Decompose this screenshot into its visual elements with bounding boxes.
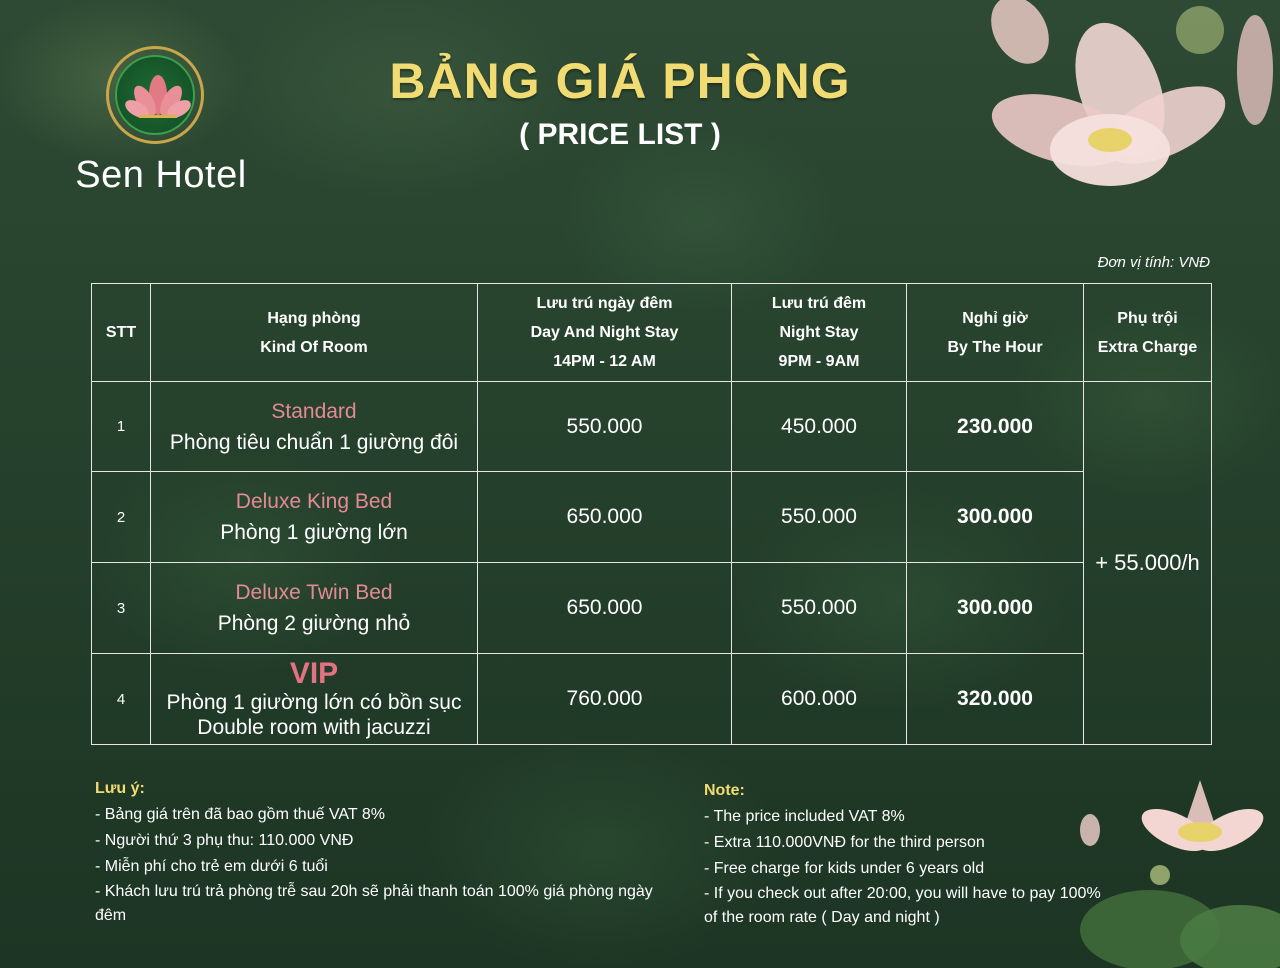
hotel-name: Sen Hotel — [75, 154, 247, 196]
note-item: - Khách lưu trú trả phòng trễ sau 20h sẽ phải thanh toán 100% giá phòng ngày đêm — [95, 883, 653, 924]
note-item: - Miễn phí cho trẻ em dưới 6 tuổi — [95, 858, 328, 875]
header-hour: Nghỉ giờ By The Hour — [907, 284, 1084, 382]
page-title: BẢNG GIÁ PHÒNG — [389, 53, 851, 109]
room-desc: Phòng 2 giường nhỏ — [217, 612, 411, 635]
price-night: 450.000 — [732, 382, 907, 472]
page-subtitle: ( PRICE LIST ) — [519, 118, 721, 151]
room-name: VIP — [289, 657, 339, 690]
price-day-night: 650.000 — [478, 472, 732, 563]
room-cell — [151, 563, 478, 654]
header-stt: STT — [92, 284, 151, 382]
note-item: - Bảng giá trên đã bao gồm thuế VAT 8% — [95, 806, 385, 823]
table-row — [92, 563, 1212, 654]
row-stt: 2 — [92, 472, 151, 563]
header-night: Lưu trú đêm Night Stay 9PM - 9AM — [732, 284, 907, 382]
room-name: Deluxe Twin Bed — [235, 581, 393, 604]
table-header-row — [92, 284, 1212, 382]
price-night: 600.000 — [732, 654, 907, 745]
row-stt: 4 — [92, 654, 151, 745]
room-cell — [151, 472, 478, 563]
price-day-night: 650.000 — [478, 563, 732, 654]
room-cell — [151, 654, 478, 745]
lotus-logo-icon — [106, 46, 204, 144]
extra-charge: + 55.000/h — [1084, 382, 1212, 745]
price-hour: 300.000 — [907, 563, 1084, 654]
price-hour: 230.000 — [907, 382, 1084, 472]
hotel-logo — [56, 46, 266, 206]
room-desc-en: Double room with jacuzzi — [197, 716, 431, 739]
note-item: - If you check out after 20:00, you will have to pay 100% of the room rate ( Day and night ) — [704, 885, 1101, 926]
table-row — [92, 654, 1212, 745]
note-item: - Người thứ 3 phụ thu: 110.000 VNĐ — [95, 832, 354, 849]
price-night: 550.000 — [732, 563, 907, 654]
price-day-night: 760.000 — [478, 654, 732, 745]
room-desc: Phòng tiêu chuẩn 1 giường đôi — [169, 430, 459, 454]
price-day-night: 550.000 — [478, 382, 732, 472]
room-desc: Phòng 1 giường lớn — [220, 521, 408, 544]
header-room: Hạng phòng Kind Of Room — [151, 284, 478, 382]
price-table — [91, 283, 1212, 745]
room-cell — [151, 382, 478, 472]
notes-title: Lưu ý: — [95, 780, 145, 797]
table-row — [92, 382, 1212, 472]
notes-title: Note: — [704, 782, 745, 799]
note-item: - The price included VAT 8% — [704, 808, 905, 825]
room-desc: Phòng 1 giường lớn có bồn sục — [166, 691, 462, 714]
row-stt: 1 — [92, 382, 151, 472]
note-item: - Extra 110.000VNĐ for the third person — [704, 834, 985, 851]
room-name: Standard — [271, 399, 357, 423]
notes-vietnamese — [95, 776, 675, 928]
header-day-night: Lưu trú ngày đêm Day And Night Stay 14PM - 12 AM — [478, 284, 732, 382]
currency-unit-note: Đơn vị tính: VNĐ — [1097, 254, 1210, 271]
table-row — [92, 472, 1212, 563]
price-hour: 300.000 — [907, 472, 1084, 563]
notes-english — [704, 778, 1104, 930]
header-extra: Phụ trội Extra Charge — [1084, 284, 1212, 382]
price-night: 550.000 — [732, 472, 907, 563]
room-name: Deluxe King Bed — [235, 490, 393, 513]
lotus-flower-icon — [960, 0, 1280, 230]
price-hour: 320.000 — [907, 654, 1084, 745]
note-item: - Free charge for kids under 6 years old — [704, 860, 985, 877]
row-stt: 3 — [92, 563, 151, 654]
